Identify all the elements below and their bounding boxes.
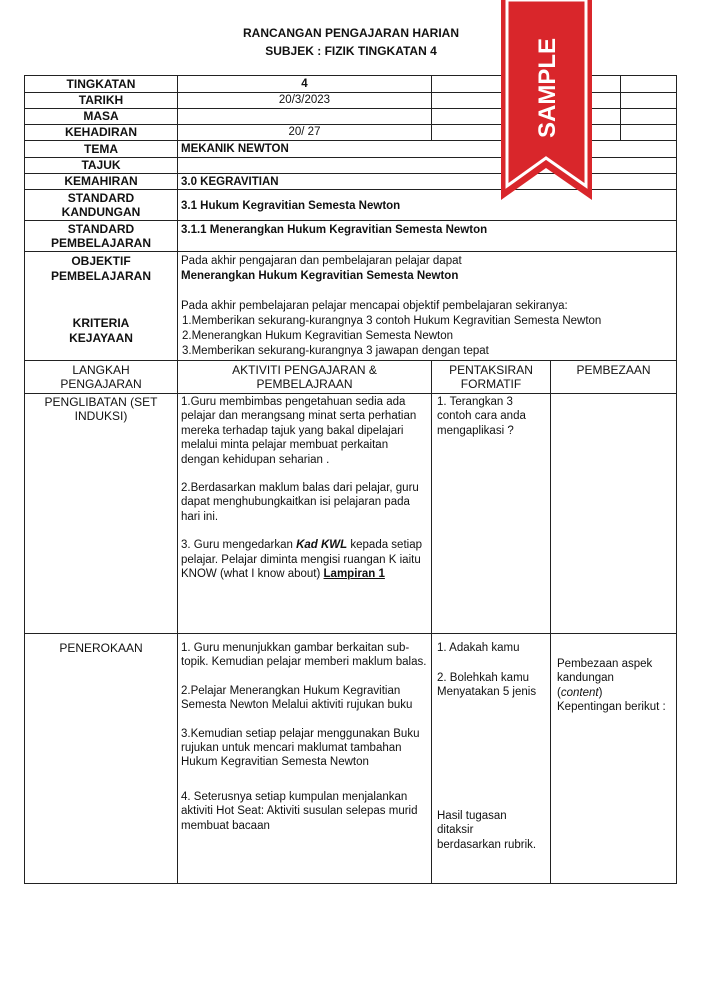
kriteria-item: 2.Menerangkan Hukum Kegravitian Semesta Newton (182, 330, 454, 342)
col-langkah: LANGKAH PENGAJARAN (60, 363, 142, 391)
kriteria-item: 3.Memberikan sekurang-kurangnya 3 jawapan dengan tepat (182, 345, 489, 357)
kemahiran-value: 3.0 KEGRAVITIAN (181, 176, 279, 188)
penerokaan-activities (181, 641, 427, 881)
penglibatan-pentaksiran: 1. Terangkan 3 contoh cara anda mengaplikasi ? (437, 396, 526, 437)
kemahiran-label: KEMAHIRAN (64, 174, 138, 188)
activity-paragraph: 3.Kemudian setiap pelajar menggunakan Buku rujukan untuk mencari maklumat tambahan Hukum Kegravitian Semesta Newton (181, 727, 420, 769)
objektif-label: OBJEKTIF PEMBELAJARAN (50, 254, 151, 283)
standard-kandungan-label: STANDARD KANDUNGAN (61, 191, 141, 219)
tarikh-value: 20/3/2023 (278, 94, 331, 106)
tema-label: TEMA (84, 142, 118, 156)
masa-label: MASA (83, 109, 119, 123)
activity-paragraph: 3. Guru mengedarkan Kad KWL kepada setiap pelajar. Pelajar diminta mengisi ruangan K iaitu KNOW (what I know about) Lampiran 1 (181, 539, 422, 581)
col-aktiviti: AKTIVITI PENGAJARAN & PEMBELAJRAAN (232, 363, 377, 391)
kehadiran-label: KEHADIRAN (65, 125, 137, 139)
activity-paragraph: 1.Guru membimbas pengetahuan sedia ada pelajar dan merangsang minat serta perhatian mereka terhadap tajuk yang bakal dipelajari melalui minta pelajar membuat perkaitan dengan kehidupan seharian . (181, 396, 417, 466)
penerokaan-q1: 1. Adakah kamu (437, 642, 520, 654)
pembezaan-text: Pembezaan aspek kandungan (content) Kepentingan berikut : (557, 658, 666, 714)
watermark-text: SAMPLE (534, 37, 561, 139)
penglibatan-activities (181, 395, 427, 581)
kriteria-label: KRITERIA KEJAYAAN (69, 316, 133, 345)
lampiran-link: Lampiran 1 (323, 568, 385, 581)
tajuk-label: TAJUK (81, 158, 121, 172)
standard-pembelajaran-value: 3.1.1 Menerangkan Hukum Kegravitian Semesta Newton (181, 224, 488, 236)
penglibatan-label: PENGLIBATAN (SET INDUKSI) (44, 395, 158, 423)
objektif-text: Pada akhir pengajaran dan pembelajaran pelajar dapat Menerangkan Hukum Kegravitian Semesta Newton (181, 255, 462, 282)
col-pentaksiran: PENTAKSIRAN FORMATIF (449, 363, 533, 391)
activity-paragraph: 2.Pelajar Menerangkan Hukum Kegravitian Semesta Newton Melalui aktiviti rujukan buku (181, 684, 413, 712)
tema-value: MEKANIK NEWTON (181, 143, 289, 155)
tingkatan-value: 4 (301, 78, 308, 90)
penerokaan-label: PENEROKAAN (59, 641, 143, 655)
activity-paragraph: 1. Guru menunjukkan gambar berkaitan sub-topik. Kemudian pelajar memberi maklum balas. (181, 642, 427, 669)
kriteria-item: 1.Memberikan sekurang-kurangnya 3 contoh Hukum Kegravitian Semesta Newton (182, 315, 602, 327)
activity-paragraph: 2.Berdasarkan maklum balas dari pelajar, guru dapat menghubungkaitkan isi pelajaran pada hari ini. (181, 482, 419, 523)
standard-kandungan-value: 3.1 Hukum Kegravitian Semesta Newton (181, 200, 401, 212)
penerokaan-q3: Hasil tugasan ditaksir berdasarkan rubrik. (437, 810, 537, 851)
col-pembezaan: PEMBEZAAN (576, 363, 651, 377)
sample-watermark (501, 0, 592, 200)
kehadiran-value: 20/ 27 (288, 126, 321, 138)
tingkatan-label: TINGKATAN (66, 77, 136, 91)
activity-paragraph: 4. Seterusnya setiap kumpulan menjalankan aktiviti Hot Seat: Aktiviti susulan selepas murid membuat bacaan (181, 790, 418, 832)
penerokaan-q2: 2. Bolehkah kamu Menyatakan 5 jenis (437, 672, 537, 699)
tarikh-label: TARIKH (78, 93, 124, 107)
standard-pembelajaran-label: STANDARD PEMBELAJARAN (50, 222, 151, 250)
kriteria-text: Pada akhir pembelajaran pelajar mencapai objektif pembelajaran sekiranya: 1.Memberikan sekurang-kurangnya 3 contoh Hukum Kegravitian Semesta Newton 2.Menerangkan Hukum Kegravitian Semesta Newton 3.Memberikan sekurang-kurangnya 3 jawapan dengan tepat (181, 299, 675, 359)
page-title: RANCANGAN PENGAJARAN HARIAN (242, 26, 459, 40)
subject-title: SUBJEK : FIZIK TINGKATAN 4 (265, 44, 437, 58)
